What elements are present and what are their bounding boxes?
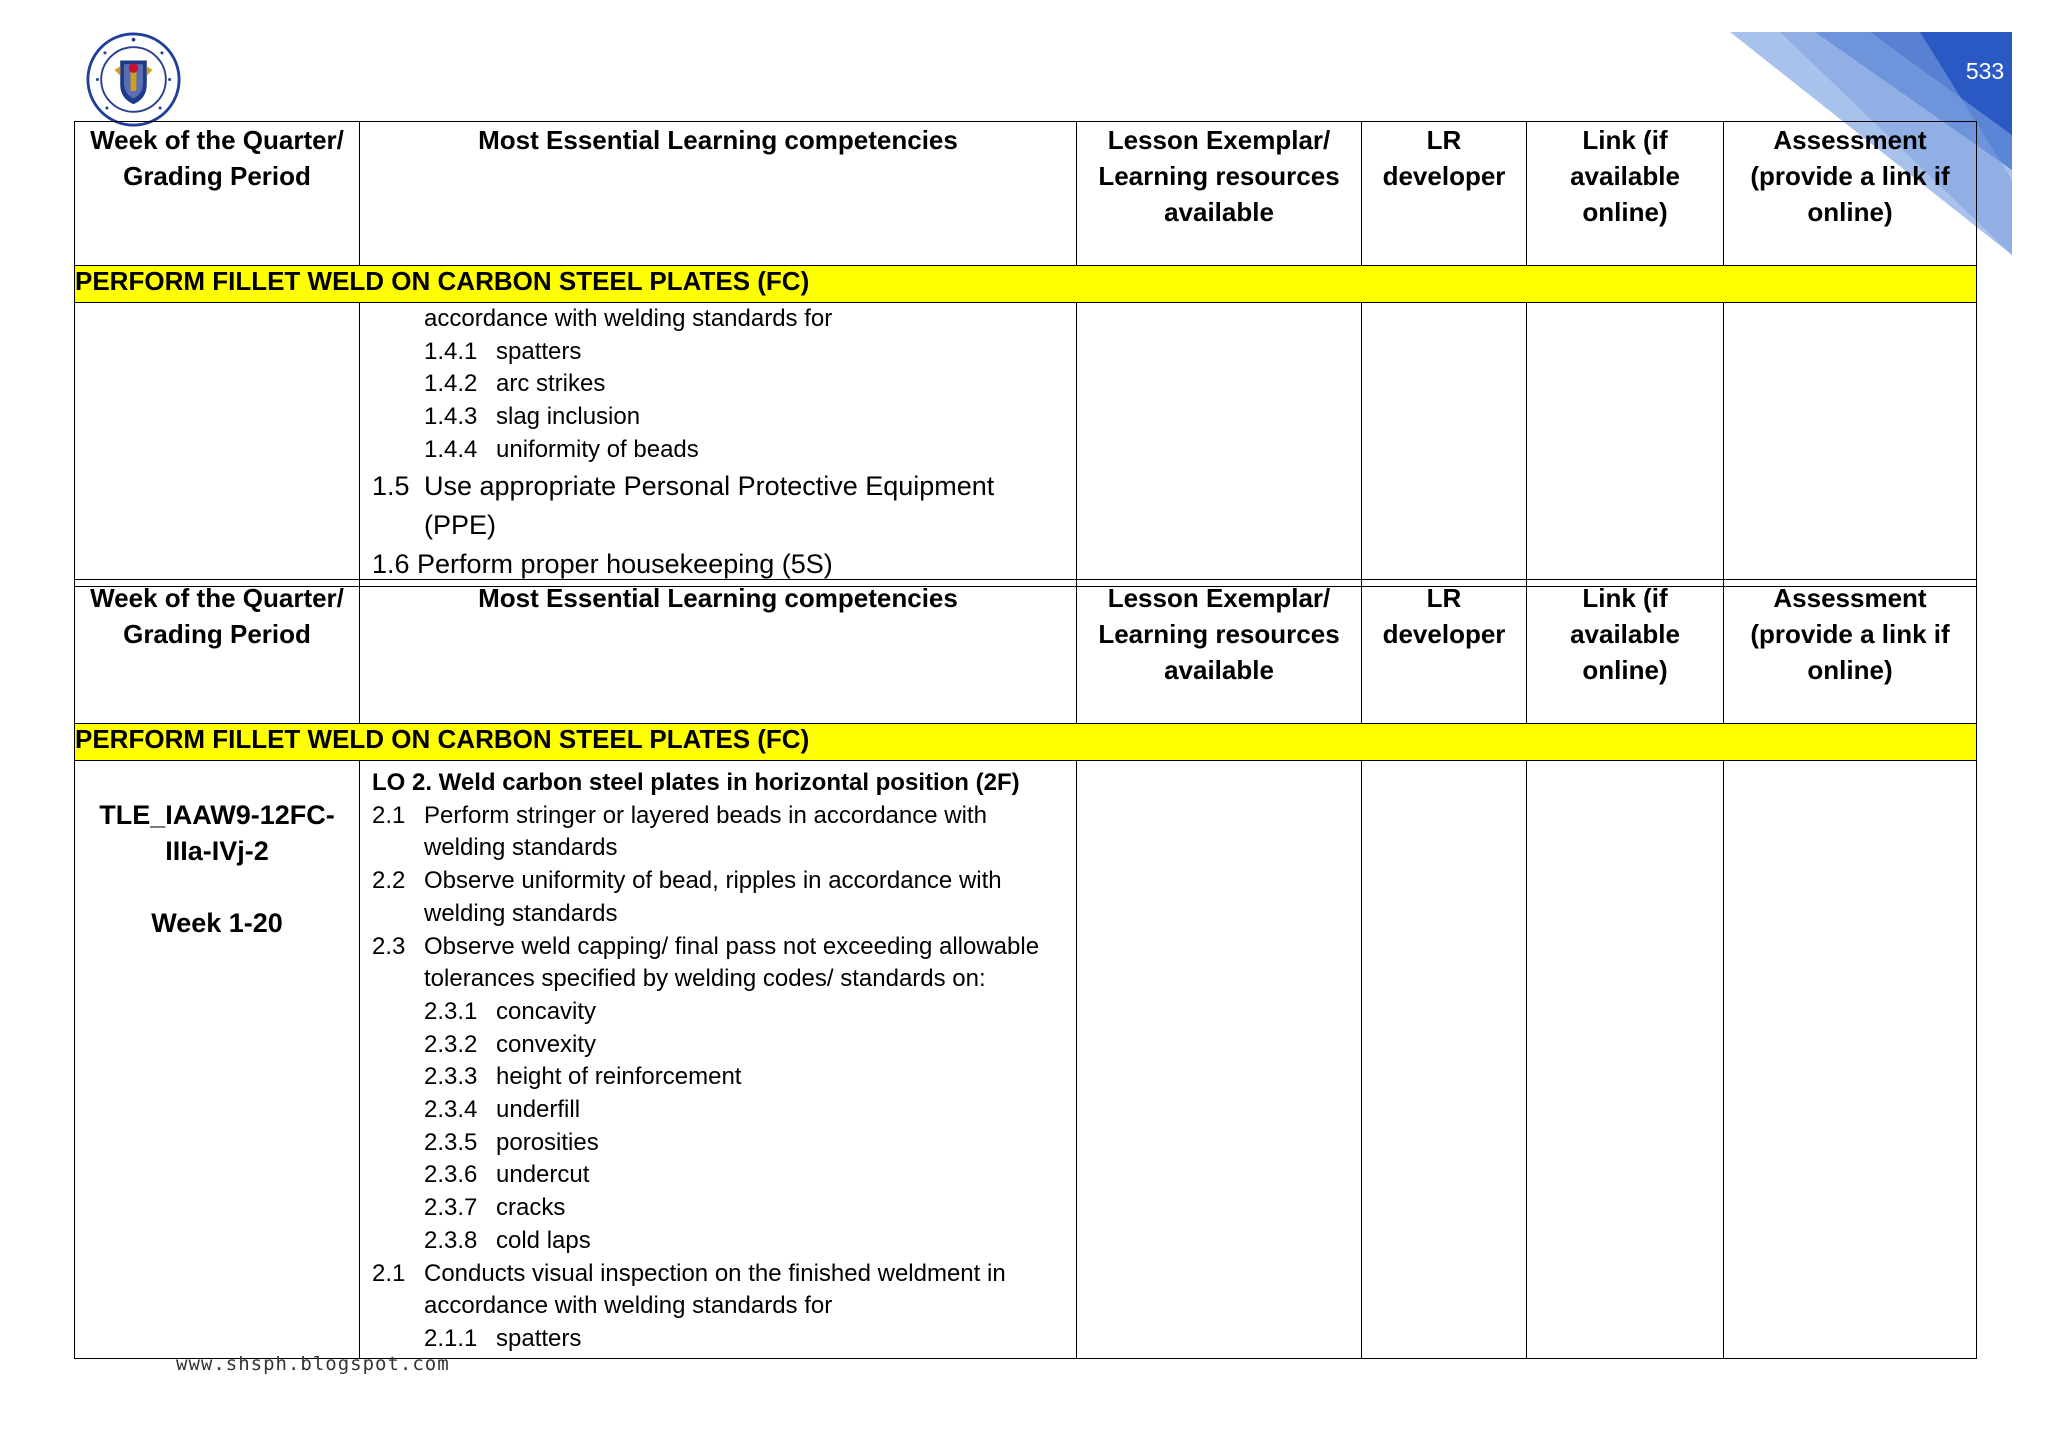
item-number: 2.3.4 [424, 1096, 478, 1124]
sub-list-item [372, 1159, 1068, 1192]
week-range: Week 1-20 [151, 908, 283, 938]
sub-list-item [372, 1225, 1068, 1258]
item-text: cracks [496, 1194, 566, 1222]
item-number: 2.1 [372, 1259, 406, 1287]
sub-list-item [372, 996, 1068, 1029]
list-item [372, 931, 1068, 964]
header-link: Link (if available online) [1527, 580, 1724, 724]
header-lesson: Lesson Exemplar/ Learning resources available [1077, 580, 1362, 724]
sub-list-item [372, 1192, 1068, 1225]
section-title: PERFORM FILLET WELD ON CARBON STEEL PLATES (FC) [75, 724, 1977, 761]
item-text: porosities [496, 1128, 599, 1156]
item-text: undercut [496, 1161, 590, 1189]
list-item [372, 368, 1068, 401]
list-item: 1.6 Perform proper housekeeping (5S) [372, 548, 833, 579]
lesson-cell [1077, 303, 1362, 587]
lr-developer-cell [1362, 303, 1527, 587]
list-item [372, 401, 1068, 434]
item-number: 2.2 [372, 867, 406, 895]
table-row [75, 761, 1977, 1359]
list-item [372, 467, 1068, 545]
item-text: Use appropriate Personal Protective Equipment (PPE) [424, 470, 995, 540]
item-number: 1.4.4 [424, 435, 478, 463]
item-text-continued: welding standards [424, 834, 618, 862]
lr-developer-cell [1362, 761, 1527, 1359]
item-number: 1.5 [372, 470, 410, 501]
item-text: height of reinforcement [496, 1063, 742, 1091]
sub-list-item [372, 1323, 1068, 1356]
header-lesson: Lesson Exemplar/ Learning resources available [1077, 122, 1362, 266]
week-cell [75, 303, 360, 587]
competency-cell [360, 761, 1077, 1359]
competency-code-line1: TLE_IAAW9-12FC- [99, 800, 335, 830]
assessment-cell [1724, 303, 1977, 587]
lesson-cell [1077, 761, 1362, 1359]
competency-code-line2: IIIa-IVj-2 [165, 836, 269, 866]
item-text-continued: accordance with welding standards for [424, 1292, 833, 1320]
header-week: Week of the Quarter/ Grading Period [75, 580, 360, 724]
deped-seal-logo [86, 32, 181, 127]
header-lr-developer: LR developer [1362, 580, 1527, 724]
list-item [372, 1258, 1068, 1291]
sub-list-item [372, 1061, 1068, 1094]
table-header-row [75, 122, 1977, 266]
week-cell [75, 761, 360, 1359]
sub-list-item [372, 1094, 1068, 1127]
item-text: uniformity of beads [496, 435, 699, 463]
item-number: 1.4.1 [424, 337, 478, 365]
item-text: Perform stringer or layered beads in accordance with [424, 801, 987, 829]
item-number: 1.4.3 [424, 403, 478, 431]
competency-cell [360, 303, 1077, 587]
sub-list-item [372, 1127, 1068, 1160]
page-number: 533 [1965, 58, 2005, 84]
header-lr-developer: LR developer [1362, 122, 1527, 266]
item-text-continued: tolerances specified by welding codes/ standards on: [424, 965, 986, 993]
item-number: 1.4.2 [424, 370, 478, 398]
item-number: 2.3.8 [424, 1226, 478, 1254]
item-number: 2.3.1 [424, 997, 478, 1025]
header-melc: Most Essential Learning competencies [360, 580, 1077, 724]
item-text: slag inclusion [496, 403, 641, 431]
header-assessment: Assessment (provide a link if online) [1724, 580, 1977, 724]
curriculum-table-2 [74, 579, 1977, 1359]
section-title: PERFORM FILLET WELD ON CARBON STEEL PLATES (FC) [75, 266, 1977, 303]
lo-title: LO 2. Weld carbon steel plates in horizontal position (2F) [372, 769, 1020, 796]
item-number: 2.1.1 [424, 1324, 478, 1352]
sub-list-item [372, 1029, 1068, 1062]
assessment-cell [1724, 761, 1977, 1359]
item-text: Conducts visual inspection on the finished weldment in [424, 1259, 1006, 1287]
item-text: spatters [496, 337, 582, 365]
item-text-continued: welding standards [424, 899, 618, 927]
item-number: 2.3.5 [424, 1128, 478, 1156]
link-cell [1527, 303, 1724, 587]
header-link: Link (if available online) [1527, 122, 1724, 266]
item-number: 2.3.2 [424, 1030, 478, 1058]
list-item [372, 336, 1068, 369]
list-item [372, 865, 1068, 898]
item-text: cold laps [496, 1226, 591, 1254]
item-number: 2.3.7 [424, 1194, 478, 1222]
item-number: 2.3.6 [424, 1161, 478, 1189]
item-number: 2.3 [372, 932, 406, 960]
competency-text: accordance with welding standards for [424, 305, 833, 332]
header-melc: Most Essential Learning competencies [360, 122, 1077, 266]
item-text: arc strikes [496, 370, 606, 398]
table-header-row [75, 580, 1977, 724]
section-row [75, 266, 1977, 303]
item-text: concavity [496, 997, 597, 1025]
list-item [372, 434, 1068, 467]
item-text: Observe uniformity of bead, ripples in accordance with [424, 867, 1002, 895]
footer-url: www.shsph.blogspot.com [176, 1353, 450, 1375]
header-week: Week of the Quarter/ Grading Period [75, 122, 360, 266]
table-row [75, 303, 1977, 587]
item-number: 2.3.3 [424, 1063, 478, 1091]
item-text: spatters [496, 1324, 582, 1352]
item-text: Observe weld capping/ final pass not exceeding allowable [424, 932, 1040, 960]
item-number: 2.1 [372, 801, 406, 829]
item-text: underfill [496, 1096, 581, 1124]
link-cell [1527, 761, 1724, 1359]
header-assessment: Assessment (provide a link if online) [1724, 122, 1977, 266]
item-text: convexity [496, 1030, 597, 1058]
curriculum-table-1 [74, 121, 1977, 587]
list-item [372, 800, 1068, 833]
section-row [75, 724, 1977, 761]
